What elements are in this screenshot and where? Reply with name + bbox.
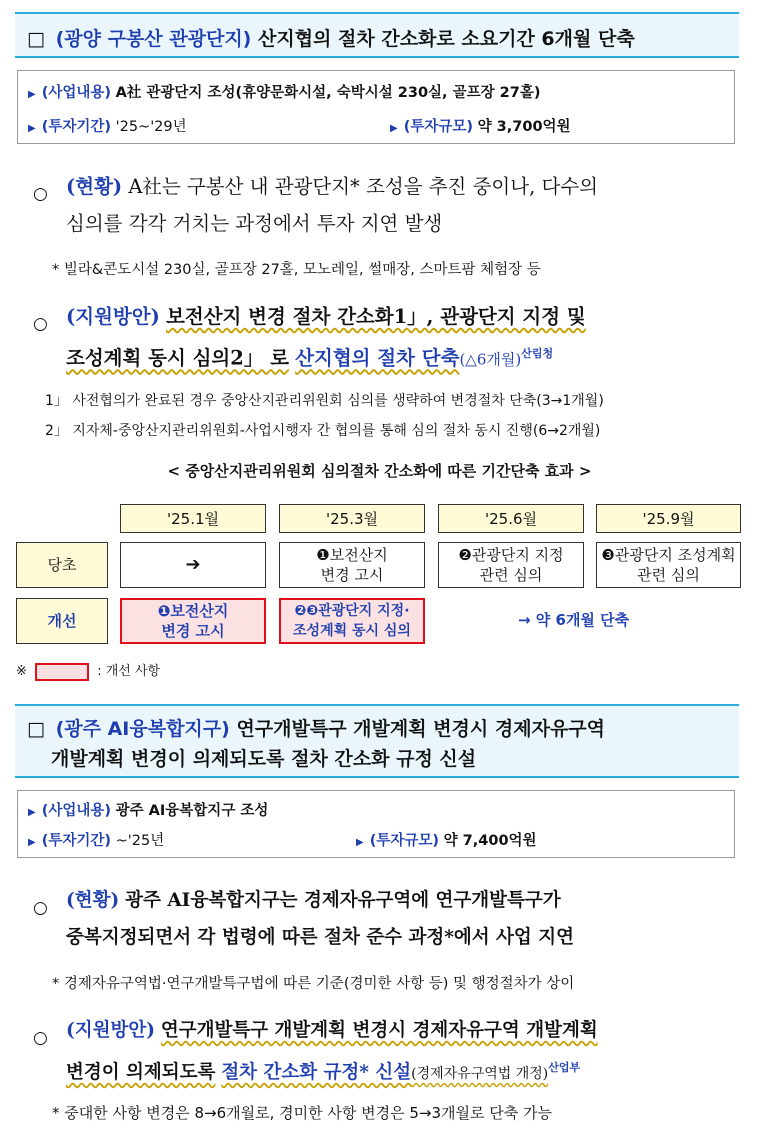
circle-bullet-icon: ○	[33, 1028, 48, 1048]
info-value: 약 7,400억원	[443, 833, 537, 849]
section1-heading	[15, 12, 739, 58]
arrow-right-icon: ➔	[120, 542, 266, 588]
section1-plan-note1: 1」 사전협의가 완료된 경우 중앙산지관리위원회 심의를 생략하여 변경절차 단축(3→1개월)	[45, 393, 604, 409]
plan-line2c: (△6개월)	[459, 350, 522, 369]
section1-info-box	[17, 70, 735, 144]
info-label: (사업내용)	[41, 85, 111, 101]
legend	[16, 660, 160, 681]
heading-line1: 연구개발특구 개발계획 변경시 경제자유구역	[236, 718, 606, 740]
status-line2: 중복지정되면서 각 법령에 따른 절차 준수 과정*에서 사업 지연	[66, 927, 574, 948]
triangle-bullet-icon: ▶	[28, 837, 36, 848]
triangle-bullet-icon: ▶	[390, 123, 398, 134]
plan-tag: (지원방안)	[66, 1020, 155, 1041]
original-step-2: ❷관광단지 지정 관련 심의	[438, 542, 584, 588]
section1-plan-note2: 2」 지자체-중앙산지관리위원회-사업시행자 간 협의를 통해 심의 절차 동시 진행(6→2개월)	[45, 423, 601, 439]
heading-text: 산지협의 절차 간소화로 소요기간 6개월 단축	[258, 28, 635, 50]
section2-heading	[15, 704, 739, 778]
circle-bullet-icon: ○	[33, 314, 48, 334]
section2-status-note: * 경제자유구역법·연구개발특구법에 따른 기준(경미한 사항 등) 및 행정절차가 상이	[52, 976, 575, 992]
improved-result: → 약 6개월 단축	[518, 611, 630, 629]
info-row-period	[28, 829, 164, 850]
info-row-scale	[390, 115, 571, 136]
plan-tag: (지원방안)	[66, 305, 160, 328]
plan-line2b: 산지협의 절차 단축	[295, 346, 460, 370]
row-label-original: 당초	[16, 542, 108, 588]
circle-bullet-icon: ○	[33, 898, 48, 918]
info-row-business	[28, 81, 540, 102]
heading-bullet: □	[27, 28, 45, 50]
original-step-3: ❸관광단지 조성계획 관련 심의	[596, 542, 741, 588]
info-row-scale	[356, 829, 537, 850]
improved-step-1: ❶보전산지 변경 고시	[120, 598, 266, 644]
info-label: (투자규모)	[403, 119, 473, 135]
section1-plan	[33, 298, 739, 378]
date-cell: '25.6월	[438, 504, 584, 533]
info-row-business	[28, 799, 268, 820]
plan-line2a: 조성계획 동시 심의2」 로	[66, 346, 289, 370]
agency-label: 산업부	[548, 1061, 581, 1074]
original-step-1: ❶보전산지 변경 고시	[279, 542, 425, 588]
info-value: A社 관광단지 조성(휴양문화시설, 숙박시설 230실, 골프장 27홀)	[115, 85, 541, 101]
status-tag: (현황)	[66, 890, 120, 911]
section1-status	[33, 168, 739, 248]
plan-line2c: (경제자유구역법 개정)	[411, 1066, 549, 1083]
info-label: (투자기간)	[41, 833, 111, 849]
triangle-bullet-icon: ▶	[356, 837, 364, 848]
section2-plan	[33, 1012, 739, 1092]
info-label: (사업내용)	[41, 803, 111, 819]
section2-plan-note: * 중대한 사항 변경은 8→6개월로, 경미한 사항 변경은 5→3개월로 단축 가능	[52, 1104, 553, 1122]
section1-status-note: * 빌라&콘도시설 230실, 골프장 27홀, 모노레일, 썰매장, 스마트팜 체험장 등	[52, 262, 541, 278]
section2-status	[33, 882, 739, 962]
improved-step-2: ❷❸관광단지 지정· 조성계획 동시 심의	[279, 598, 425, 644]
info-label: (투자규모)	[369, 833, 439, 849]
triangle-bullet-icon: ▶	[28, 89, 36, 100]
circle-bullet-icon: ○	[33, 184, 48, 204]
triangle-bullet-icon: ▶	[28, 123, 36, 134]
agency-label: 산림청	[521, 347, 554, 360]
legend-swatch	[35, 663, 89, 681]
legend-text: : 개선 사항	[97, 664, 161, 679]
info-row-period	[28, 115, 187, 136]
info-value: 광주 AI융복합지구 조성	[115, 803, 269, 819]
triangle-bullet-icon: ▶	[28, 807, 36, 818]
heading-bullet: □	[27, 718, 45, 740]
row-label-improved: 개선	[16, 598, 108, 644]
legend-prefix: ※	[16, 664, 27, 679]
status-line2: 심의를 각각 거치는 과정에서 투자 지연 발생	[66, 212, 443, 235]
table-caption: < 중앙산지관리위원회 심의절차 간소화에 따른 기간단축 효과 >	[167, 462, 592, 480]
status-line1: A社는 구봉산 내 관광단지* 조성을 추진 중이나, 다수의	[128, 175, 599, 198]
heading-tag: (광주 AI융복합지구)	[55, 718, 230, 740]
heading-tag: (광양 구봉산 관광단지)	[55, 28, 252, 50]
info-label: (투자기간)	[41, 119, 111, 135]
info-value: ~'25년	[115, 833, 165, 849]
date-cell: '25.3월	[279, 504, 425, 533]
plan-line1: 연구개발특구 개발계획 변경시 경제자유구역 개발계획	[160, 1020, 598, 1041]
plan-line1: 보전산지 변경 절차 간소화1」, 관광단지 지정 및	[166, 305, 586, 328]
status-tag: (현황)	[66, 175, 123, 198]
info-value: '25~'29년	[115, 119, 187, 135]
date-cell: '25.9월	[596, 504, 741, 533]
heading-line2: 개발계획 변경이 의제되도록 절차 간소화 규정 신설	[51, 748, 477, 770]
section2-info-box	[17, 790, 735, 858]
date-cell: '25.1월	[120, 504, 266, 533]
plan-line2a: 변경이 의제되도록	[66, 1062, 216, 1084]
status-line1: 광주 AI융복합지구는 경제자유구역에 연구개발특구가	[125, 890, 561, 911]
plan-line2b: 절차 간소화 규정* 신설	[221, 1062, 412, 1084]
info-value: 약 3,700억원	[477, 119, 571, 135]
